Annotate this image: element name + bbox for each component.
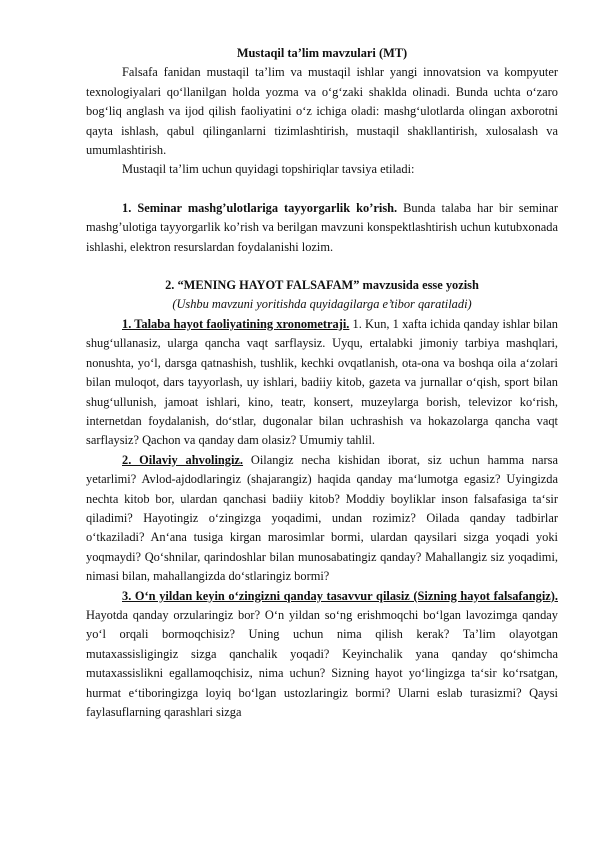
item-1-body: 1. Kun, 1 xafta ichida qanday ishlar bilan shug‘ullanasiz, ularga qancha vaqt sarflaysiz. Uyqu, ertalabki jimoniy tarbiya mashqlari, nonushta, yo‘l, darsga qatnashish, tushlik, kechki ovqatlanish, ota-ona va boshqa oila a‘zolari bilan muloqot, dars tayyorlash, uy ishlari, badiiy kitob, gazeta va jurnallar o‘qish, sport bilan shug‘ullunish, jamoat ishlari, kino, teatr, konsert, muzeylarga borish, televizor ko‘rish, internetdan foydalanish, do‘stlar, dugonalar bilan uchrashish va hokazolarga qancha vaqt sarflaysiz? Qachon va qanday dam olasiz? Umumiy tahlil.: [86, 316, 558, 448]
item-3-heading: 3. O‘n yildan keyin o‘zingizni qanday tasavvur qilasiz (Sizning hayot falsafangiz).: [122, 588, 558, 603]
item-2-paragraph: [86, 451, 558, 587]
item-1-paragraph: [86, 315, 558, 451]
item-1-heading: 1. Talaba hayot faoliyatining xronometraji.: [122, 316, 350, 331]
section-2-title: 2. “MENING HAYOT FALSAFAM” mavzusida esse yozish: [165, 278, 479, 293]
item-2-body: Oilangiz necha kishidan iborat, siz uchun hamma narsa yetarlimi? Avlod-ajdodlaringiz (shajarangiz) haqida qanday ma‘lumotga egasiz? Uyingizda nechta kitob bor, ulardan qanchasi badiiy kitob? Moddiy boyliklar inson falsafasiga ta‘sir qiladimi? Hayotingiz o‘zingizga yoqadimi, undan rozimiz? Oilada qanday tadbirlar o‘tkaziladi? An‘ana tusiga kirgan marosimlar bormi, ulardan qaysilari sizga yoqadi yoki yoqmaydi? Qo‘shnilar, qarindoshlar bilan munosabatingiz qanday? Mahallangiz siz yoqadimi, nimasi bilan, mahallangizda do‘stlaringiz bormi?: [86, 452, 558, 584]
tasks-intro-paragraph: Mustaqil ta’lim uchun quyidagi topshiriqlar tavsiya etiladi:: [122, 162, 415, 177]
section-1-paragraph: [86, 199, 558, 257]
section-2-subtitle: (Ushbu mavzuni yoritishda quyidagilarga e’tibor qaratiladi): [172, 297, 472, 312]
document-title: Mustaqil ta’lim mavzulari (MT): [236, 46, 408, 60]
section-1-body: Bunda talaba har bir seminar mashg’ulotiga tayyorgarlik ko’rish va berilgan mavzuni konspektlashtirish uchun kutubxonada ishlashi, elektron resurslardan foydalanishi lozim.: [86, 200, 558, 254]
section-1-heading: 1. Seminar mashg’ulotlariga tayyorgarlik ko’rish.: [122, 200, 398, 215]
item-3-paragraph: [86, 587, 558, 723]
item-3-body: Hayotda qanday orzularingiz bor? O‘n yildan so‘ng erishmoqchi bo‘lgan lavozimga qanday yo‘l orqali bormoqchisiz? Uning uchun nima qilish kerak? Ta’lim olayotgan mutaxassisligingiz sizga qanchalik yoqadi? Keyinchalik yana qanday qo‘shimcha mutaxassislikni egallamoqchisiz, nima uchun? Sizning hayot yo‘lingizga ta‘sir ko‘rsatgan, hurmat e‘tiboringizga loyiq bo‘lgan ustozlaringiz bormi? Ularni eslab turasizmi? Qaysi faylasuflarning qarashlari sizga: [86, 607, 558, 719]
document-page: [86, 44, 558, 722]
intro-paragraph: Falsafa fanidan mustaqil ta’lim va mustaqil ishlar yangi innovatsion va kompyuter texnologiyalari qo‘llanilgan holda yozma va o‘g‘zaki shaklda olinadi. Bunda uchta o‘zaro bog‘liq anglash va ijod qilish faoliyatini o‘z ichiga oladi: mashg‘ulotlarda olingan axborotni qayta ishlash, qabul qilinganlarni tizimlashtirish, mustaqil shakllantirish, xulosalash va umumlashtirish.: [86, 65, 558, 158]
item-2-heading: 2. Oilaviy ahvolingiz.: [122, 452, 244, 467]
